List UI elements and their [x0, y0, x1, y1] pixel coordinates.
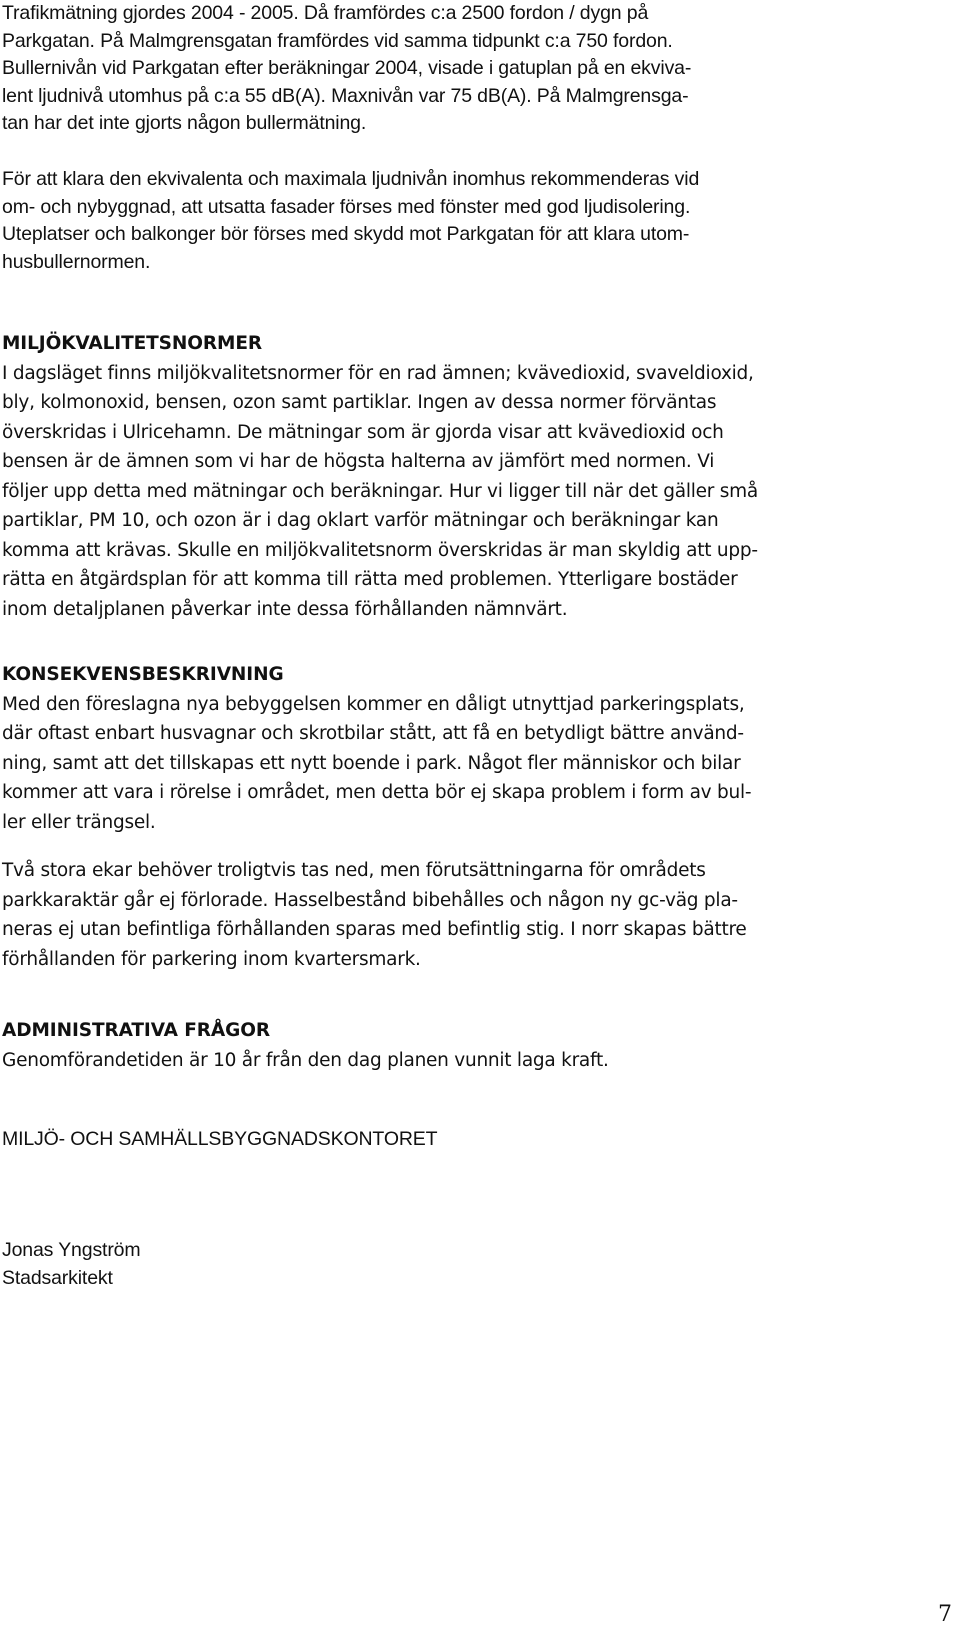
section-line: Med den föreslagna nya bebyggelsen kommer en dåligt utnyttjad parkeringsplats,	[2, 693, 745, 715]
signature-name: Jonas Yngström	[2, 1239, 141, 1261]
section-line: bensen är de ämnen som vi har de högsta halterna av jämfört med normen. Vi	[2, 451, 715, 472]
section-line: komma att krävas. Skulle en miljökvalitetsnorm överskridas är man skyldig att upp-	[2, 539, 758, 561]
consequences-section	[2, 660, 751, 837]
section-line: Genomförandetiden är 10 år från den dag planen vunnit laga kraft.	[2, 1049, 609, 1071]
noise-paragraph	[2, 166, 699, 276]
section-line: partiklar, PM 10, och ozon är i dag oklart varför mätningar och beräkningar kan	[2, 510, 719, 531]
paragraph-line: husbullernormen.	[2, 250, 151, 273]
office-line: MILJÖ- OCH SAMHÄLLSBYGGNADSKONTORET	[2, 1128, 438, 1150]
administrative-section	[2, 1016, 609, 1075]
section-line: förhållanden för parkering inom kvartersmark.	[2, 948, 421, 970]
section-line: följer upp detta med mätningar och beräkningar. Hur vi ligger till när det gäller små	[2, 480, 758, 502]
section-line: överskridas i Ulricehamn. De mätningar som är gjorda visar att kvävedioxid och	[2, 421, 724, 443]
paragraph-line: Parkgatan. På Malmgrensgatan framfördes vid samma tidpunkt c:a 750 fordon.	[2, 29, 673, 52]
section-heading: ADMINISTRATIVA FRÅGOR	[2, 1020, 270, 1041]
environment-section	[2, 329, 758, 624]
section-line: där oftast enbart husvagnar och skrotbilar stått, att få en betydligt bättre använd-	[2, 723, 744, 744]
signature-title: Stadsarkitekt	[2, 1266, 113, 1289]
paragraph-line: Trafikmätning gjordes 2004 - 2005. Då framfördes c:a 2500 fordon / dygn på	[2, 2, 649, 24]
paragraph-line: Uteplatser och balkonger bör förses med skydd mot Parkgatan för att klara utom-	[2, 223, 690, 245]
section-line: kommer att vara i rörelse i området, men detta bör ej skapa problem i form av bul-	[2, 782, 752, 803]
section-line: neras ej utan befintliga förhållanden sparas med befintlig stig. I norr skapas bättre	[2, 919, 747, 940]
paragraph-line: Bullernivån vid Parkgatan efter beräkningar 2004, visade i gatuplan på en ekviva-	[2, 57, 692, 79]
section-line: I dagsläget finns miljökvalitetsnormer för en rad ämnen; kvävedioxid, svaveldioxid,	[2, 362, 754, 384]
office-name	[2, 1126, 437, 1154]
consequences-paragraph-2	[2, 856, 747, 974]
section-heading: KONSEKVENSBESKRIVNING	[2, 664, 284, 685]
paragraph-line: om- och nybyggnad, att utsatta fasader förses med fönster med god ljudisolering.	[2, 195, 691, 218]
section-line: inom detaljplanen påverkar inte dessa förhållanden nämnvärt.	[2, 598, 568, 620]
signature-block	[2, 1237, 140, 1292]
section-line: bly, kolmonoxid, bensen, ozon samt partiklar. Ingen av dessa normer förväntas	[2, 392, 717, 413]
section-line: ning, samt att det tillskapas ett nytt boende i park. Något fler människor och bilar	[2, 752, 741, 774]
page-number: 7	[938, 1602, 952, 1627]
section-line: parkkaraktär går ej förlorade. Hasselbestånd bibehålles och någon ny gc-väg pla-	[2, 889, 738, 911]
paragraph-line: tan har det inte gjorts någon bullermätning.	[2, 112, 367, 134]
section-heading: MILJÖKVALITETSNORMER	[2, 333, 263, 354]
paragraph-line: För att klara den ekvivalenta och maximala ljudnivån inomhus rekommenderas vid	[2, 168, 700, 190]
section-line: rätta en åtgärdsplan för att komma till rätta med problemen. Ytterligare bostäder	[2, 569, 738, 590]
section-line: Två stora ekar behöver troligtvis tas ned, men förutsättningarna för områdets	[2, 860, 706, 881]
paragraph-line: lent ljudnivå utomhus på c:a 55 dB(A). Maxnivån var 75 dB(A). På Malmgrensga-	[2, 84, 689, 107]
traffic-paragraph	[2, 0, 691, 138]
section-line: ler eller trängsel.	[2, 811, 156, 833]
